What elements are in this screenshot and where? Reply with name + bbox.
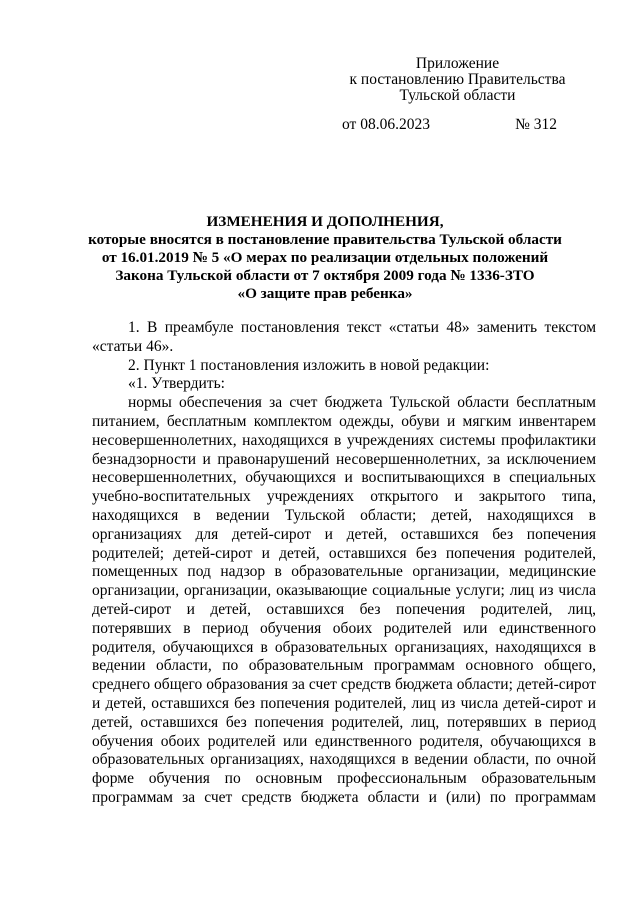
appendix-header bbox=[320, 56, 595, 104]
appendix-line-2: к постановлению Правительства bbox=[349, 71, 566, 88]
resolution-dateline bbox=[342, 116, 557, 134]
document-body bbox=[92, 319, 596, 808]
paragraph-3: «1. Утвердить: bbox=[128, 375, 225, 393]
appendix-line-1: Приложение bbox=[415, 55, 500, 72]
paragraph-1: 1. В преамбуле постановления текст «статьи 48» заменить текстом «статьи 46». bbox=[92, 319, 596, 355]
resolution-number: № 312 bbox=[515, 116, 557, 133]
title-line-5: «О защите прав ребенка» bbox=[237, 285, 413, 302]
title-line-2: которые вносятся в постановление правительства Тульской области bbox=[88, 231, 562, 248]
resolution-date: от 08.06.2023 bbox=[342, 116, 430, 133]
paragraph-2: 2. Пункт 1 постановления изложить в новой редакции: bbox=[128, 356, 490, 374]
title-line-3: от 16.01.2019 № 5 «О мерах по реализации отдельных положений bbox=[101, 249, 549, 266]
title-line-1: ИЗМЕНЕНИЯ И ДОПОЛНЕНИЯ, bbox=[206, 213, 444, 230]
title-line-4: Закона Тульской области от 7 октября 2009 года № 1336-ЗТО bbox=[115, 267, 535, 284]
appendix-line-3: Тульской области bbox=[399, 87, 516, 104]
paragraph-4: нормы обеспечения за счет бюджета Тульской области бесплатным питанием, бесплатным комплектом одежды, обуви и мягким инвентарем несовершеннолетних, находящихся в учреждениях системы профилактики безнадзорности и правонарушений несовершеннолетних, за исключением несовершеннолетних, обучающихся и воспитывающихся в специальных учебно-воспитательных учреждениях открытого и закрытого типа, находящихся в ведении Тульской области; детей, находящихся в организациях для детей-сирот и детей, оставшихся без попечения родителей; детей-сирот и детей, оставшихся без попечения родителей, помещенных под надзор в образовательные организации, медицинские организации, организации, оказывающие социальные услуги; лиц из числа детей-сирот и детей, оставшихся без попечения родителей, лиц, потерявших в период обучения обоих родителей или единственного родителя, обучающихся в образовательных организациях, находящихся в ведении области, по образовательным программам основного общего, среднего общего образования за счет средств бюджета области; детей-сирот и детей, оставшихся без попечения родителей, лиц из числа детей-сирот и детей, оставшихся без попечения родителей, лиц, потерявших в период обучения обоих родителей или единственного родителя, обучающихся в образовательных организациях, находящихся в ведении области, по очной форме обучения по основным профессиональным образовательным программам за счет средств бюджета области и (или) по программам bbox=[92, 394, 596, 806]
document-title bbox=[60, 213, 590, 303]
